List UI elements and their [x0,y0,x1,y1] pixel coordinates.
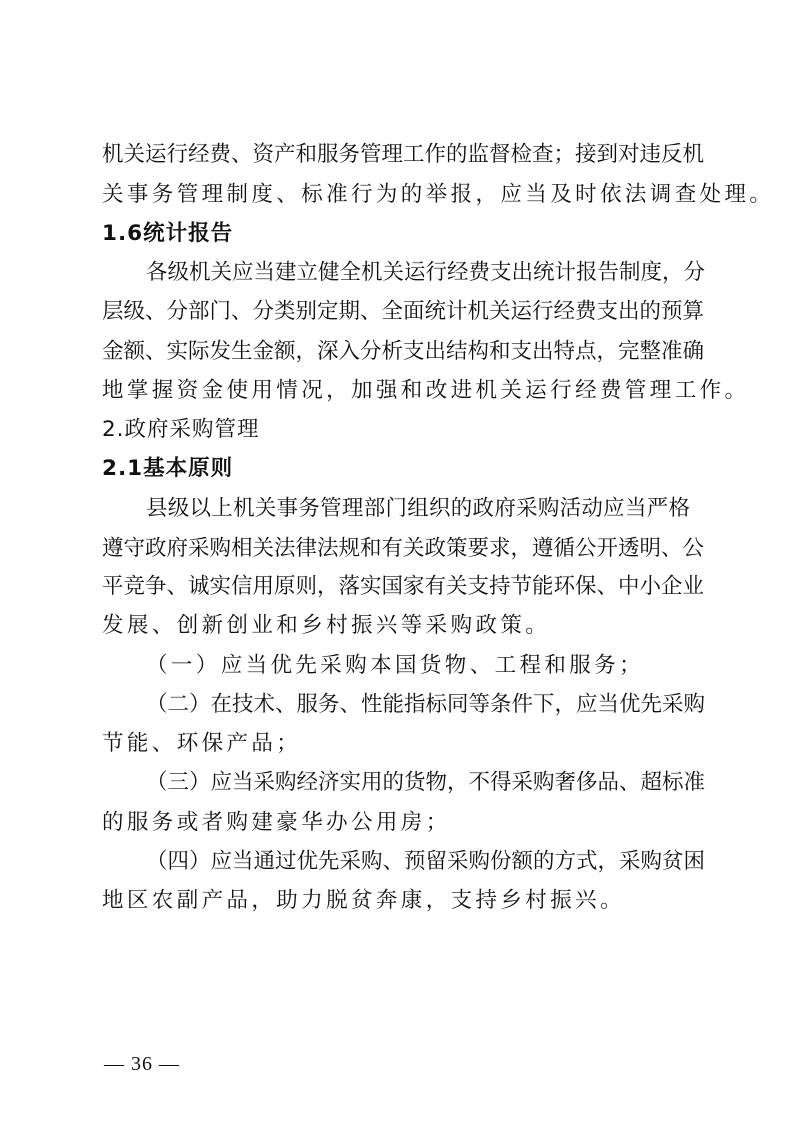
body-text-line: 平竞争、诚实信用原则，落实国家有关支持节能环保、中小企业 [102,574,705,599]
body-text-line: 关事务管理制度、标准行为的举报，应当及时依法调查处理。 [102,182,775,207]
list-item: （一）应当优先采购本国货物、工程和服务； [146,653,645,678]
list-item-continuation: 节能、环保产品； [102,731,302,756]
list-item: （四）应当通过优先采购、预留采购份额的方式，采购贫困 [146,849,706,874]
body-text-line: 机关运行经费、资产和服务管理工作的监督检查；接到对违反机 [102,142,705,167]
list-item: （二）在技术、服务、性能指标同等条件下，应当优先采购 [146,692,706,717]
list-item-continuation: 地区农副产品，助力脱贫奔康，支持乡村振兴。 [102,888,625,913]
section-heading-2: 2.政府采购管理 [102,417,260,442]
body-text-line: 县级以上机关事务管理部门组织的政府采购活动应当严格 [146,496,690,521]
body-text-line: 各级机关应当建立健全机关运行经费支出统计报告制度，分 [146,260,706,285]
section-heading-2-1: 2.1基本原则 [102,456,234,481]
list-item-continuation: 的服务或者购建豪华办公用房； [102,810,451,835]
section-heading-1-6: 1.6统计报告 [102,221,234,246]
body-text-line: 地掌握资金使用情况，加强和改进机关运行经费管理工作。 [102,378,750,403]
body-text-line: 层级、分部门、分类别定期、全面统计机关运行经费支出的预算 [102,299,705,324]
page-number: — 36 — [104,1053,180,1075]
body-text-line: 发展、创新创业和乡村振兴等采购政策。 [102,613,551,638]
list-item: （三）应当采购经济实用的货物，不得采购奢侈品、超标准 [146,770,706,795]
body-text-line: 遵守政府采购相关法律法规和有关政策要求，遵循公开透明、公 [102,536,705,561]
body-text-line: 金额、实际发生金额，深入分析支出结构和支出特点，完整准确 [102,339,705,364]
